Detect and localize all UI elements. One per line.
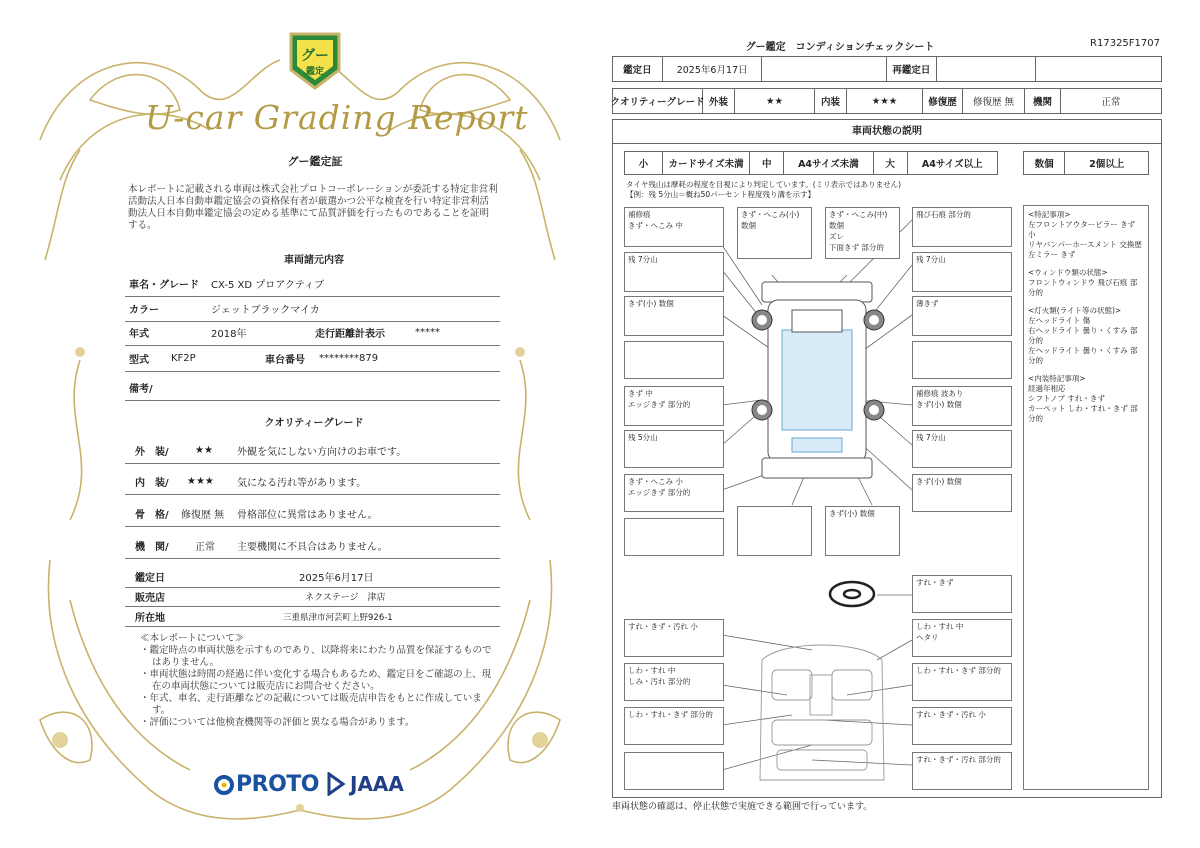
condition-box: きず(小) 数個 (825, 506, 900, 556)
interior-desc: 気になる汚れ等があります。 (237, 478, 367, 489)
condition-box: きず・へこみ(小) 数個 (737, 207, 812, 259)
condition-box: しわ・すれ 中 しみ・汚れ 部分的 (624, 663, 724, 701)
special-section: <ウィンドウ類の状態> フロントウィンドウ 飛び石痕 部分的 (1028, 268, 1138, 297)
size-small-desc: カードサイズ未満 (663, 152, 751, 174)
condition-box: 残 5分山 (624, 430, 724, 468)
condition-box: きず 中 エッジきず 部分的 (624, 386, 724, 426)
exterior-label: 外 装/ (135, 447, 169, 458)
grade-label: クオリティーグレード (613, 89, 703, 113)
date-table (612, 56, 1162, 82)
type-row (125, 346, 500, 372)
note-item: ・年式、車名、走行距離などの記載については販売店申告をもとに作成しています。 (140, 693, 482, 716)
condition-box (624, 518, 724, 556)
note-item: ・車両状態は時間の経過に伴い変化する場合もあるため、鑑定日をご確認の上、現在の車両状態については販売店にお問合せください。 (140, 669, 492, 692)
date-value: 2025年6月17日 (663, 57, 763, 81)
interior-stars: ★★★ (187, 476, 214, 487)
condition-box (624, 341, 724, 379)
special-section: <内装特記事項> 経過年相応 シフトノブ すれ・きず カーペット しわ・すれ・きず 部分的 (1028, 374, 1138, 423)
jaaa-logo-icon (326, 772, 346, 796)
engine-value: 正常 (195, 542, 215, 553)
address-row (125, 607, 500, 627)
interior-label: 内 装/ (135, 478, 169, 489)
special-notes (1023, 205, 1149, 790)
svg-text:グー: グー (301, 48, 329, 64)
condition-box: しわ・すれ・きず 部分的 (912, 663, 1012, 701)
notes-title: ≪本レポートについて≫ (140, 633, 245, 644)
condition-box: きず(小) 数個 (624, 296, 724, 336)
frame-value: 修復歴 無 (181, 510, 225, 521)
redate-blank (1036, 57, 1161, 81)
exterior-value: ★★ (735, 89, 815, 113)
count-label: 数個 (1024, 152, 1065, 174)
redate-value (937, 57, 1037, 81)
condition-box: きず(小) 数個 (912, 474, 1012, 512)
size-mid-desc: A4サイズ未満 (784, 152, 874, 174)
condition-box: きず・へこみ(中) 数個 ズレ 下面きず 部分的 (825, 207, 900, 259)
engine-value: 正常 (1101, 97, 1121, 108)
tire-note-line: 【例：残 5分山＝概ね50パーセント程度残り溝を示す】 (626, 190, 816, 199)
year-label: 年式 (129, 329, 149, 340)
shop-row (125, 587, 500, 607)
address-value: 三重県津市河芸町上野926-1 (283, 612, 393, 623)
model-value: CX-5 XD プロアクティブ (211, 280, 325, 291)
quality-section-title: クオリティーグレード (264, 418, 364, 429)
condition-box (737, 506, 812, 556)
proto-logo-icon (213, 773, 235, 797)
engine-desc: 主要機関に不具合はありません。 (237, 542, 388, 553)
size-large-desc: A4サイズ以上 (921, 159, 983, 170)
sheet-title: グー鑑定 コンディションチェックシート (745, 42, 935, 53)
tire-note (626, 180, 901, 200)
address-label: 所在地 (135, 613, 165, 624)
date-label: 鑑定日 (135, 573, 165, 584)
condition-box (912, 341, 1012, 379)
size-legend (624, 151, 998, 175)
script-title: U-car Grading Report (145, 98, 529, 137)
type-label: 型式 (129, 355, 149, 366)
repair-value: 修復歴 無 (963, 89, 1025, 113)
date-blank (762, 57, 887, 81)
exterior-label: 外装 (703, 89, 735, 113)
certificate-title: グー鑑定証 (287, 155, 343, 168)
svg-text:鑑定: 鑑定 (305, 67, 325, 77)
model-row (125, 271, 500, 297)
color-value: ジェットブラックマイカ (211, 305, 320, 316)
shop-value: ネクステージ 津店 (305, 593, 386, 603)
sheet-id: R17325F1707 (1090, 38, 1160, 49)
size-large-label: 大 (874, 152, 908, 174)
year-value: 2018年 (211, 329, 247, 340)
remarks-row (125, 375, 500, 401)
engine-row (125, 533, 500, 559)
exterior-row (125, 438, 500, 464)
frame-label: 骨 格/ (135, 510, 169, 521)
interior-value: ★★★ (847, 89, 923, 113)
condition-box: 残 7分山 (912, 430, 1012, 468)
sheet-footnote: 車両状態の確認は、停止状態で実施できる範囲で行っています。 (612, 802, 873, 812)
condition-box: 補修痕 きず・へこみ 中 (624, 207, 724, 247)
tire-note-line: タイヤ残山は摩耗の程度を目視により判定しています。(ミリ表示ではありません) (626, 180, 902, 189)
condition-box: しわ・すれ・きず 部分的 (624, 707, 724, 745)
mileage-label: 走行距離計表示 (315, 329, 385, 340)
year-row (125, 320, 500, 346)
repair-label: 修復歴 (923, 89, 963, 113)
special-section: <灯火類(ライト等の状態)> 左ヘッドライト 傷 右ヘッドライト 曇り・くすみ 部分的 左ヘッドライト 曇り・くすみ 部分的 (1028, 306, 1138, 365)
date-label: 鑑定日 (613, 57, 663, 81)
engine-label: 機関 (1025, 89, 1061, 113)
condition-box: きず・へこみ 小 エッジきず 部分的 (624, 474, 724, 512)
color-label: カラー (129, 305, 159, 316)
grade-table (612, 88, 1162, 114)
shop-label: 販売店 (135, 593, 165, 604)
engine-label: 機 関/ (135, 542, 169, 553)
count-desc: 2個以上 (1089, 159, 1125, 170)
count-legend (1023, 151, 1149, 175)
certificate-intro: 本レポートに記載される車両は株式会社プロトコーポレーションが委託する特定非営利活動法人日本自動車鑑定協会の資格保有者が厳選かつ公平な検査を行い特定非営利活動法人日本自動車鑑定協会の定める基準にて品質評価を行ったものであることを証明する。 (128, 184, 498, 231)
condition-box: しわ・すれ 中 ヘタリ (912, 619, 1012, 657)
condition-box: 残 7分山 (624, 252, 724, 292)
report-notes (140, 633, 500, 729)
brand-proto: PROTO (236, 772, 319, 797)
chassis-label: 車台番号 (265, 355, 305, 366)
condition-box: すれ・きず・汚れ 小 (912, 707, 1012, 745)
goo-kantei-logo (285, 30, 345, 92)
condition-box: すれ・きず・汚れ 小 (624, 619, 724, 657)
exterior-desc: 外観を気にしない方向けのお車です。 (237, 447, 407, 458)
size-mid-label: 中 (750, 152, 784, 174)
state-title: 車両状態の説明 (612, 119, 1162, 144)
condition-box: すれ・きず (912, 575, 1012, 613)
size-small-label: 小 (625, 152, 663, 174)
note-item: ・鑑定時点の車両状態を示すものであり、以降将来にわたり品質を保証するものではありません。 (140, 645, 492, 668)
condition-box: 残 7分山 (912, 252, 1012, 292)
date-value: 2025年6月17日 (299, 573, 374, 584)
condition-box: 飛び石痕 部分的 (912, 207, 1012, 247)
model-label: 車名・グレード (129, 280, 199, 291)
condition-box (624, 752, 724, 790)
mileage-value: ***** (415, 327, 440, 338)
remarks-label: 備考/ (129, 384, 153, 395)
redate-label: 再鑑定日 (887, 57, 937, 81)
condition-box: 薄きず (912, 296, 1012, 336)
interior-row (125, 469, 500, 495)
note-item: ・評価については他検査機関等の評価と異なる場合があります。 (140, 717, 415, 728)
frame-row (125, 501, 500, 527)
frame-desc: 骨格部位に異常はありません。 (237, 510, 378, 521)
spec-section-title: 車両諸元内容 (284, 255, 344, 266)
chassis-value: ********879 (319, 353, 379, 364)
interior-label: 内装 (815, 89, 847, 113)
type-value: KF2P (171, 353, 196, 364)
condition-box: 補修痕 波あり きず(小) 数個 (912, 386, 1012, 426)
date-row (125, 566, 500, 588)
condition-box: すれ・きず・汚れ 部分的 (912, 752, 1012, 790)
special-section: <特記事項> 左フロントアウターピラー きず 小 リヤバンパーホースメント 交換歴 左ミラー きず (1028, 210, 1142, 259)
brand-jaaa: JAAA (350, 772, 404, 796)
exterior-stars: ★★ (195, 445, 213, 456)
color-row (125, 296, 500, 322)
